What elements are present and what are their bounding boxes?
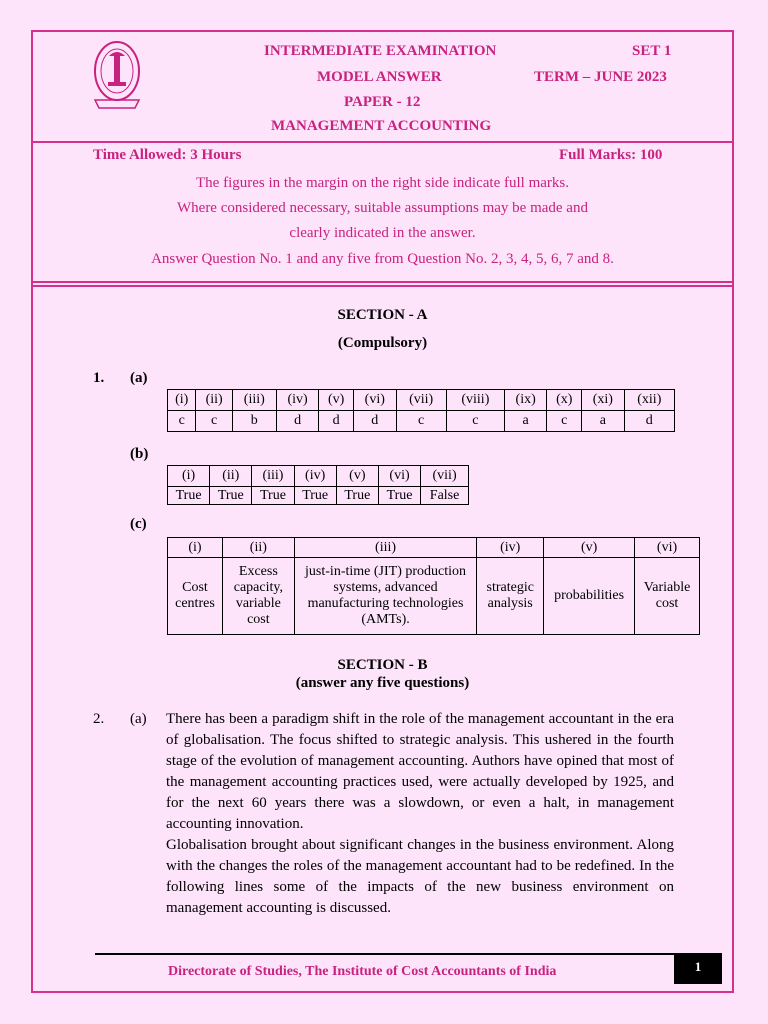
header-divider <box>31 141 734 143</box>
table-header-row <box>168 538 700 558</box>
section-b-subtitle: (answer any five questions) <box>295 675 470 691</box>
answer-cell: c <box>446 411 504 432</box>
info-divider-1 <box>31 281 734 283</box>
table-answer-row <box>168 411 675 432</box>
table-answer-row <box>168 487 469 505</box>
question-1-number: 1. <box>93 370 105 386</box>
answer-cell: True <box>378 487 420 505</box>
instruction-line-1: The figures in the margin on the right side indicate full marks. <box>196 175 569 191</box>
info-divider-2 <box>31 285 734 287</box>
header-cell: (iii) <box>294 538 476 558</box>
answer-cell: Variable cost <box>635 558 700 635</box>
answer-cell: True <box>210 487 252 505</box>
table-answer-row <box>168 558 700 635</box>
q1b-answer-table <box>167 465 469 505</box>
table-header-row <box>168 390 675 411</box>
answer-cell: c <box>168 411 196 432</box>
full-marks: Full Marks: 100 <box>559 147 663 163</box>
instruction-line-3: clearly indicated in the answer. <box>289 225 476 241</box>
header-cell: (i) <box>168 538 223 558</box>
paper-label: PAPER - 12 <box>344 94 421 110</box>
model-answer-title: MODEL ANSWER <box>317 69 442 85</box>
instruction-line-4: Answer Question No. 1 and any five from Question No. 2, 3, 4, 5, 6, 7 and 8. <box>151 251 614 267</box>
paragraph: There has been a paradigm shift in the role of the management accountant in the era of globalisation. The focus shifted to strategic analysis. This ushered in the fourth stage of the evolution of management accounting. Authors have opined that most of the management accounting practices used, were actually developed by 1925, and for the next 60 years there was a slowdown, or even a halt, in management accounting innovation. <box>166 711 674 832</box>
answer-cell: strategic analysis <box>477 558 544 635</box>
section-a-subtitle: (Compulsory) <box>337 335 428 351</box>
answer-cell: Excess capacity, variable cost <box>222 558 294 635</box>
answer-cell: True <box>168 487 210 505</box>
header-cell: (i) <box>168 390 196 411</box>
header-cell: (x) <box>547 390 582 411</box>
q1b-label: (b) <box>130 446 149 462</box>
header-cell: (iii) <box>252 466 294 487</box>
header-cell: (v) <box>336 466 378 487</box>
header-cell: (iv) <box>276 390 319 411</box>
header-cell: (vii) <box>421 466 469 487</box>
answer-cell: d <box>624 411 674 432</box>
question-2-number: 2. <box>93 711 105 727</box>
header-cell: (iii) <box>232 390 276 411</box>
header-cell: (iv) <box>477 538 544 558</box>
term-label: TERM – JUNE 2023 <box>534 69 667 85</box>
institute-logo-icon <box>91 38 143 112</box>
header-cell: (vi) <box>354 390 397 411</box>
exam-title: INTERMEDIATE EXAMINATION <box>264 43 497 59</box>
q1a-label: (a) <box>130 370 148 386</box>
answer-cell: d <box>276 411 319 432</box>
header-cell: (ix) <box>504 390 547 411</box>
q1c-label: (c) <box>130 516 147 532</box>
q2a-answer-text <box>166 709 674 919</box>
header-cell: (iv) <box>294 466 336 487</box>
answer-cell: d <box>354 411 397 432</box>
paragraph: Globalisation brought about significant changes in the business environment. Along with the changes the roles of the management accountant had to be redefined. In the following lines some of the impacts of the new business environment on management accounting is discussed. <box>166 837 674 916</box>
footer-text: Directorate of Studies, The Institute of Cost Accountants of India <box>168 964 557 979</box>
answer-cell: a <box>504 411 547 432</box>
footer-rule <box>95 953 722 955</box>
answer-cell: c <box>547 411 582 432</box>
q1a-answer-table <box>167 389 675 432</box>
answer-cell: True <box>294 487 336 505</box>
q2a-label: (a) <box>130 711 147 727</box>
answer-cell: b <box>232 411 276 432</box>
table-header-row <box>168 466 469 487</box>
answer-cell: just-in-time (JIT) production systems, advanced manufacturing technologies (AMTs). <box>294 558 476 635</box>
page-number: 1 <box>674 953 722 984</box>
answer-cell: c <box>396 411 446 432</box>
answer-cell: d <box>319 411 354 432</box>
section-a-title: SECTION - A <box>337 307 428 323</box>
header-cell: (v) <box>544 538 635 558</box>
header-cell: (viii) <box>446 390 504 411</box>
answer-cell: probabilities <box>544 558 635 635</box>
header-cell: (vi) <box>635 538 700 558</box>
header-cell: (vi) <box>378 466 420 487</box>
header-cell: (ii) <box>222 538 294 558</box>
answer-cell: c <box>196 411 232 432</box>
answer-cell: a <box>582 411 625 432</box>
q1c-answer-table <box>167 537 700 635</box>
header-cell: (xii) <box>624 390 674 411</box>
header-cell: (i) <box>168 466 210 487</box>
answer-cell: True <box>252 487 294 505</box>
instruction-line-2: Where considered necessary, suitable assumptions may be made and <box>177 200 588 216</box>
answer-cell: Cost centres <box>168 558 223 635</box>
time-allowed: Time Allowed: 3 Hours <box>93 147 242 163</box>
set-label: SET 1 <box>632 43 672 59</box>
header-cell: (xi) <box>582 390 625 411</box>
answer-cell: True <box>336 487 378 505</box>
subject-title: MANAGEMENT ACCOUNTING <box>271 118 492 134</box>
section-b-title: SECTION - B <box>337 657 428 673</box>
header-cell: (vii) <box>396 390 446 411</box>
header-cell: (v) <box>319 390 354 411</box>
header-cell: (ii) <box>210 466 252 487</box>
answer-cell: False <box>421 487 469 505</box>
header-cell: (ii) <box>196 390 232 411</box>
